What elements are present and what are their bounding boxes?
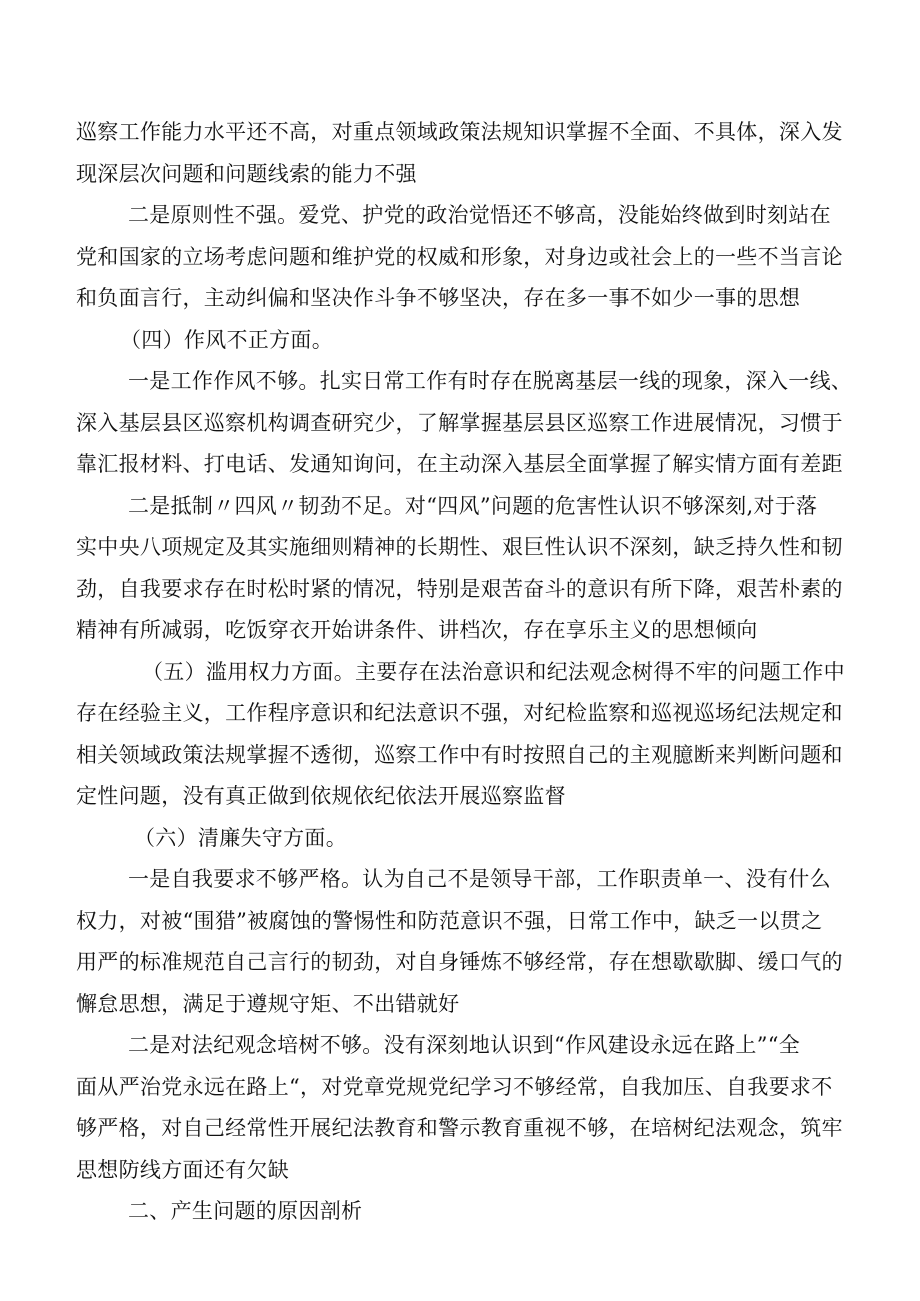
text-line: 党和国家的立场考虑问题和维护党的权威和形象，对身边或社会上的一些不当言论	[76, 245, 843, 269]
text-line: 二是对法纪观念培树不够。没有深刻地认识到“作风建设永远在路上”“全	[128, 1033, 801, 1057]
text-line: 懈怠思想，满足于遵规守矩、不出错就好	[76, 992, 460, 1016]
text-line: 权力，对被“围猎”被腐蚀的警惕性和防范意识不强，日常工作中，缺乏一以贯之	[76, 909, 823, 933]
section-heading: （四）作风不正方面。	[120, 328, 333, 352]
section-heading: （六）清廉失守方面。	[134, 826, 347, 850]
text-line: 相关领域政策法规掌握不透彻，巡察工作中有时按照自己的主观臆断来判断问题和	[76, 743, 843, 767]
text-line: 思想防线方面还有欠缺	[76, 1158, 289, 1182]
text-line: 够严格，对自己经常性开展纪法教育和警示教育重视不够，在培树纪法观念，筑牢	[76, 1116, 843, 1140]
text-line: 精神有所减弱，吃饭穿衣开始讲条件、讲档次，存在享乐主义的思想倾向	[76, 618, 758, 642]
text-line: 深入基层县区巡察机构调查研究少，了解掌握基层县区巡察工作进展情况，习惯于	[76, 411, 843, 435]
text-line: 现深层次问题和问题线索的能力不强	[76, 162, 417, 186]
text-line: 二是抵制〃四风〃韧劲不足。对“四风”问题的危害性认识不够深刻,对于落	[128, 494, 818, 518]
text-line: 二是原则性不强。爱党、护党的政治觉悟还不够高，没能始终做到时刻站在	[128, 203, 831, 227]
text-line: 存在经验主义，工作程序意识和纪法意识不强，对纪检监察和巡视巡场纪法规定和	[76, 701, 843, 725]
text-line: 巡察工作能力水平还不高，对重点领域政策法规知识掌握不全面、不具体，深入发	[76, 120, 843, 144]
text-line: 一是工作作风不够。扎实日常工作有时存在脱离基层一线的现象，深入一线、	[128, 369, 853, 393]
text-line: 面从严治党永远在路上“，对党章党规党纪学习不够经常，自我加压、自我要求不	[76, 1075, 833, 1099]
text-line: 一是自我要求不够严格。认为自己不是领导干部，工作职责单一、没有什么	[128, 867, 831, 891]
text-line: 定性问题，没有真正做到依规依纪依法开展巡察监督	[76, 784, 566, 808]
section-heading: （五）滥用权力方面。主要存在法治意识和纪法观念树得不牢的问题工作中	[142, 660, 845, 684]
text-line: 靠汇报材料、打电话、发通知询问，在主动深入基层全面掌握了解实情方面有差距	[76, 452, 843, 476]
text-line: 和负面言行，主动纠偏和坚决作斗争不够坚决，存在多一事不如少一事的思想	[76, 286, 801, 310]
section-heading: 二、产生问题的原因剖析	[128, 1199, 363, 1223]
text-line: 劲，自我要求存在时松时紧的情况，特别是艰苦奋斗的意识有所下降，艰苦朴素的	[76, 577, 843, 601]
text-line: 用严的标准规范自己言行的韧劲，对自身锤炼不够经常，存在想歇歇脚、缓口气的	[76, 950, 843, 974]
text-line: 实中央八项规定及其实施细则精神的长期性、艰巨性认识不深刻，缺乏持久性和韧	[76, 535, 843, 559]
